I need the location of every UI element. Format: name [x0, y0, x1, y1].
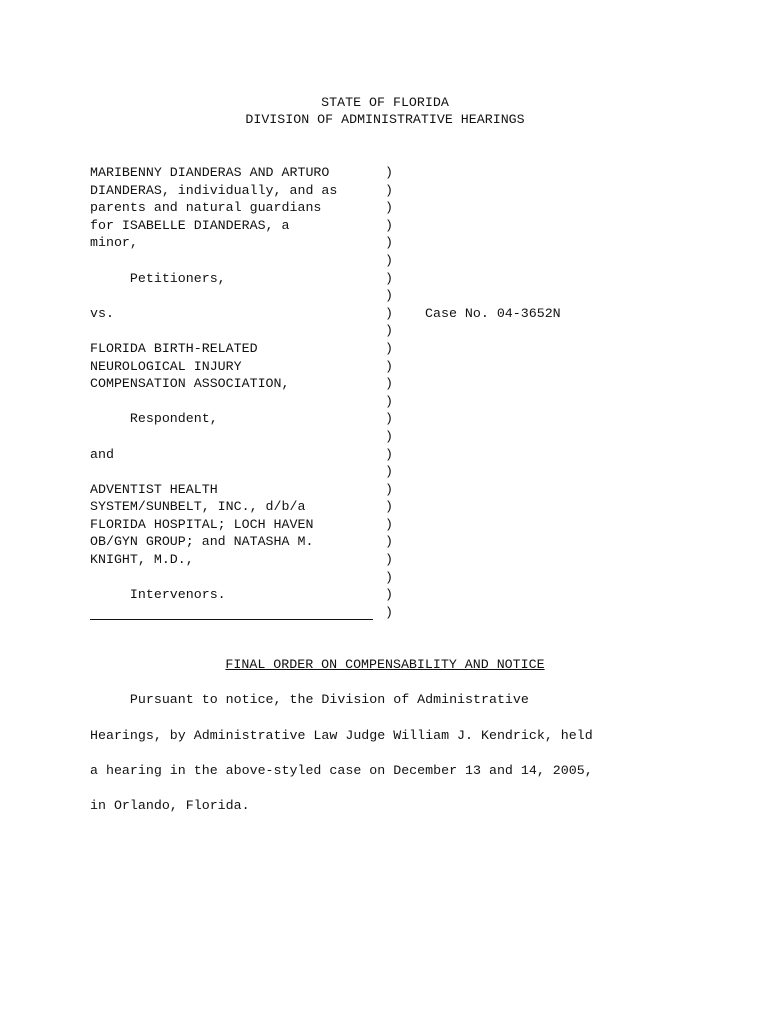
header-division: DIVISION OF ADMINISTRATIVE HEARINGS	[245, 112, 525, 127]
caption-line	[90, 481, 561, 499]
caption-party-text: Petitioners,	[90, 270, 226, 286]
caption-party-text: minor,	[90, 235, 138, 251]
caption-party-text: Respondent,	[90, 411, 218, 427]
caption-line	[90, 446, 561, 464]
caption-paren: )	[385, 587, 393, 603]
caption-paren: )	[385, 534, 393, 550]
caption-paren: )	[385, 516, 393, 532]
caption-paren: )	[385, 165, 393, 180]
caption-party-text	[90, 428, 385, 446]
caption-party-text	[90, 393, 385, 411]
body-line-3: a hearing in the above-styled case on December 13 and 14, 2005,	[90, 763, 593, 778]
caption-line	[90, 199, 561, 217]
caption-line	[90, 164, 561, 182]
caption-line	[90, 463, 561, 481]
body-line-2: Hearings, by Administrative Law Judge William J. Kendrick, held	[90, 728, 593, 743]
caption-party-text: ADVENTIST HEALTH	[90, 481, 218, 497]
caption-paren: )	[385, 305, 393, 321]
caption-line	[90, 358, 561, 376]
caption-paren: )	[385, 499, 393, 515]
caption-party-text: and	[90, 446, 114, 462]
header-state: STATE OF FLORIDA	[321, 95, 449, 110]
caption-line	[90, 375, 561, 393]
caption-line	[90, 305, 561, 323]
body-line-4: in Orlando, Florida.	[90, 798, 250, 813]
caption-line	[90, 340, 561, 358]
caption-paren: )	[385, 552, 393, 568]
caption-paren: )	[385, 446, 393, 462]
caption-paren: )	[385, 252, 393, 268]
caption-paren: )	[385, 217, 393, 233]
caption-party-text: parents and natural guardians	[90, 200, 322, 216]
caption-line	[90, 252, 561, 270]
order-title	[0, 656, 770, 673]
caption-party-text: NEUROLOGICAL INJURY	[90, 358, 242, 374]
caption-party-text: SYSTEM/SUNBELT, INC., d/b/a	[90, 499, 306, 515]
caption-paren: )	[385, 376, 393, 392]
caption-line	[90, 498, 561, 516]
caption-party-text	[90, 569, 385, 587]
caption-line	[90, 428, 561, 446]
caption-party-text: KNIGHT, M.D.,	[90, 552, 194, 568]
caption-line	[90, 410, 561, 428]
caption-line	[90, 322, 561, 340]
body-line-1: Pursuant to notice, the Division of Administrative	[90, 692, 529, 707]
caption-paren: )	[385, 411, 393, 427]
caption-paren: )	[385, 481, 393, 497]
caption-paren: )	[385, 200, 393, 216]
caption-line	[90, 516, 561, 534]
caption-case-number: Case No. 04-3652N	[425, 305, 561, 321]
caption-party-text: for ISABELLE DIANDERAS, a	[90, 217, 290, 233]
caption-paren: )	[385, 393, 393, 409]
caption-underline	[90, 619, 373, 620]
caption-party-text: COMPENSATION ASSOCIATION,	[90, 376, 290, 392]
caption-party-text: MARIBENNY DIANDERAS AND ARTURO	[90, 165, 330, 180]
caption-paren: )	[385, 358, 393, 374]
caption-line	[90, 533, 561, 551]
order-title-text: FINAL ORDER ON COMPENSABILITY AND NOTICE	[225, 657, 545, 672]
caption-party-text	[90, 322, 385, 340]
caption-paren: )	[385, 323, 393, 339]
caption-line	[90, 586, 561, 604]
caption-line	[90, 569, 561, 587]
case-caption	[90, 164, 561, 621]
caption-paren: )	[385, 182, 393, 198]
caption-line	[90, 287, 561, 305]
caption-party-text: OB/GYN GROUP; and NATASHA M.	[90, 534, 314, 550]
caption-party-text: FLORIDA HOSPITAL; LOCH HAVEN	[90, 516, 314, 532]
caption-line	[90, 393, 561, 411]
caption-party-text: Intervenors.	[90, 587, 226, 603]
caption-line	[90, 234, 561, 252]
caption-party-text	[90, 287, 385, 305]
caption-party-text: FLORIDA BIRTH-RELATED	[90, 340, 258, 356]
caption-paren: )	[385, 235, 393, 251]
caption-line	[90, 217, 561, 235]
caption-line	[90, 270, 561, 288]
caption-paren: )	[385, 464, 393, 480]
caption-party-text	[90, 252, 385, 270]
caption-party-text: vs.	[90, 305, 114, 321]
caption-paren: )	[385, 288, 393, 304]
caption-paren: )	[385, 569, 393, 585]
caption-line	[90, 551, 561, 569]
caption-paren: )	[385, 270, 393, 286]
caption-paren: )	[385, 604, 393, 620]
caption-party-text: DIANDERAS, individually, and as	[90, 182, 338, 198]
caption-party-text	[90, 463, 385, 481]
caption-line	[90, 182, 561, 200]
caption-paren: )	[385, 428, 393, 444]
caption-paren: )	[385, 340, 393, 356]
